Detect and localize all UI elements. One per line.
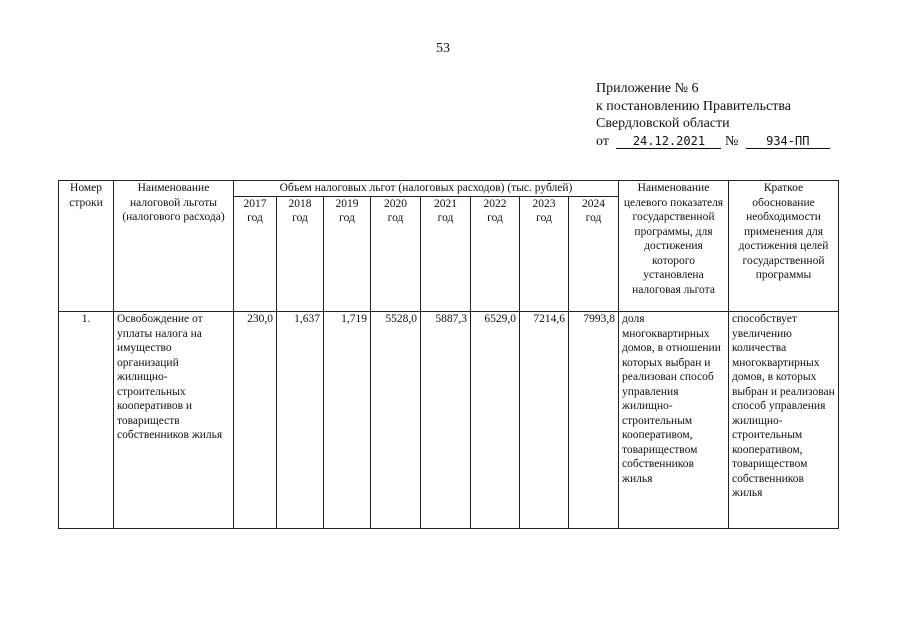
year-unit: год <box>292 212 308 224</box>
appendix-header <box>596 80 830 150</box>
year-header <box>569 196 619 312</box>
appendix-title: Приложение № 6 <box>596 81 699 96</box>
year-unit: год <box>387 212 404 224</box>
from-label: от <box>596 133 609 149</box>
year-label: 2017 <box>243 197 267 210</box>
year-label: 2022 <box>483 197 507 210</box>
tax-benefits-table <box>58 180 839 529</box>
decree-number: 934-ПП <box>746 134 830 149</box>
year-label: 2021 <box>434 197 457 210</box>
year-header <box>324 196 371 312</box>
year-header <box>471 196 520 312</box>
value-2020: 5528,0 <box>371 312 421 529</box>
header-benefit-name: Наименование налоговой льготы (налогового расхода) <box>114 181 234 312</box>
year-unit: год <box>536 212 552 224</box>
year-unit: год <box>247 212 263 224</box>
table-row <box>59 312 839 529</box>
header-volume: Объем налоговых льгот (налоговых расходов) (тыс. рублей) <box>234 181 619 197</box>
year-label: 2019 <box>335 197 359 210</box>
year-label: 2020 <box>384 197 407 210</box>
header-justification: Краткое обоснование необходимости применения для достижения целей государственной программы <box>729 181 839 312</box>
year-unit: год <box>487 212 503 224</box>
appendix-decree: к постановлению Правительства <box>596 98 792 114</box>
value-2021: 5887,3 <box>421 312 471 529</box>
header-row <box>59 181 839 197</box>
value-2018: 1,637 <box>277 312 324 529</box>
decree-date: 24.12.2021 <box>616 134 721 149</box>
year-header <box>277 196 324 312</box>
year-unit: год <box>339 212 355 224</box>
header-row-number: Номер строки <box>59 181 114 312</box>
year-label: 2023 <box>532 197 556 210</box>
year-header <box>371 196 421 312</box>
value-2019: 1,719 <box>324 312 371 529</box>
value-2024: 7993,8 <box>569 312 619 529</box>
appendix-date-line <box>596 133 830 151</box>
year-header <box>421 196 471 312</box>
year-header <box>234 196 277 312</box>
row-number: 1. <box>59 312 114 529</box>
year-label: 2024 <box>582 197 605 210</box>
year-header <box>520 196 569 312</box>
number-label: № <box>724 133 739 149</box>
benefit-name: Освобождение от уплаты налога на имущество организаций жилищно-строительных кооперативов и товариществ собственников жилья <box>114 312 234 529</box>
page-number: 53 <box>436 41 450 56</box>
header-indicator: Наименование целевого показателя государственной программы, для достижения которого установлена налоговая льгота <box>619 181 729 312</box>
justification: способствует увеличению количества многоквартирных домов, в которых выбран и реализован способ управления жилищно-строительным кооперативом, товариществом собственников жилья <box>729 312 839 529</box>
appendix-region: Свердловской области <box>596 116 730 131</box>
year-unit: год <box>585 212 602 224</box>
year-unit: год <box>437 212 454 224</box>
value-2022: 6529,0 <box>471 312 520 529</box>
year-label: 2018 <box>288 197 312 210</box>
value-2023: 7214,6 <box>520 312 569 529</box>
target-indicator: доля многоквартирных домов, в отношении которых выбран и реализован способ управления жилищно-строительным кооперативом, товариществом собственников жилья <box>619 312 729 529</box>
value-2017: 230,0 <box>234 312 277 529</box>
